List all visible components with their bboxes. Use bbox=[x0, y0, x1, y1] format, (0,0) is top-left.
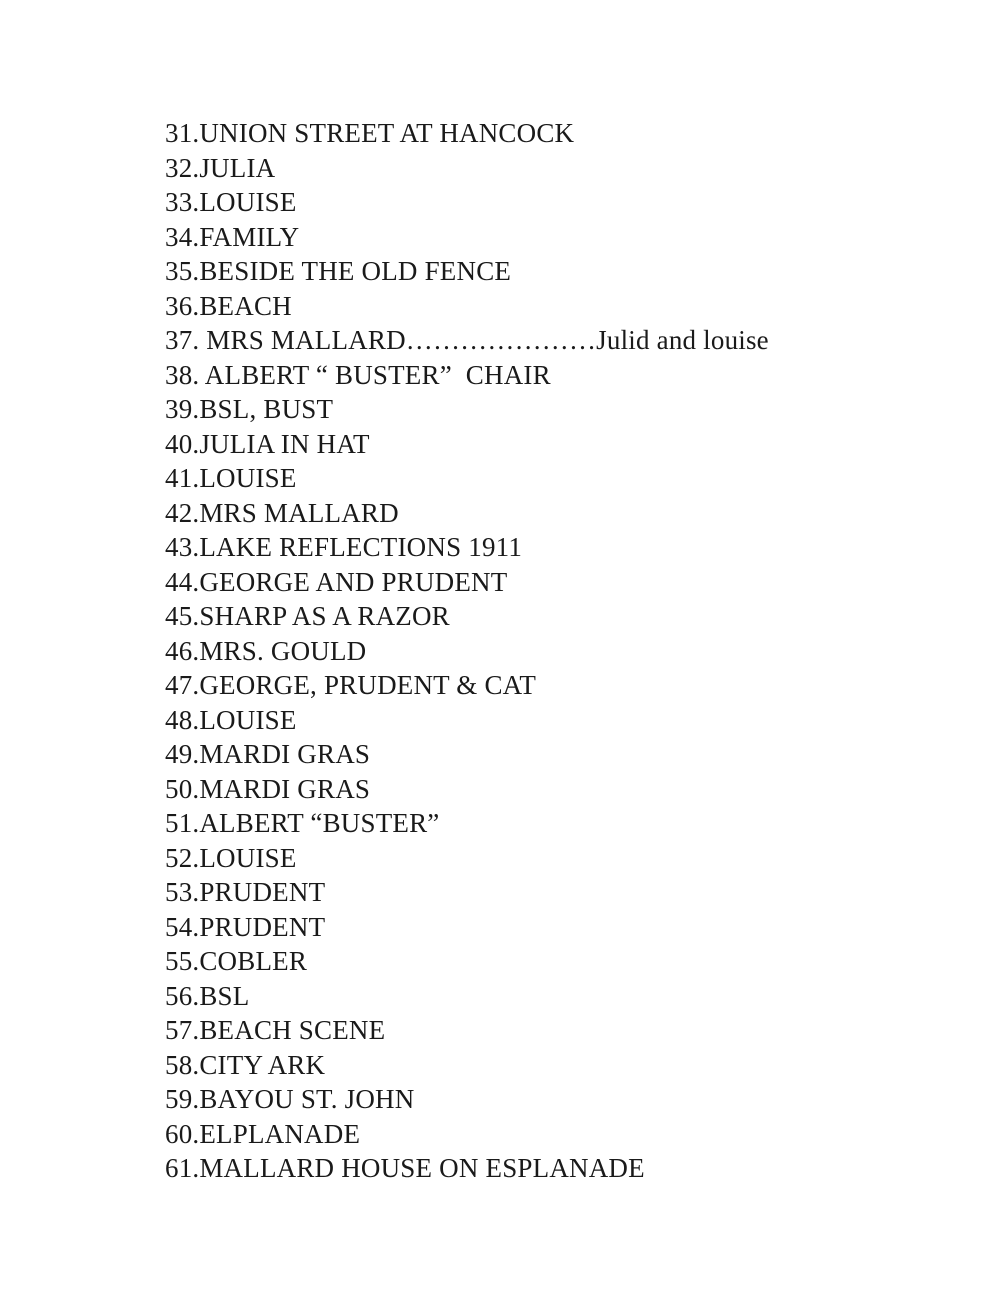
list-item bbox=[165, 875, 769, 910]
item-list bbox=[165, 116, 769, 1186]
list-item bbox=[165, 806, 769, 841]
list-item bbox=[165, 737, 769, 772]
list-item-text: 31.UNION STREET AT HANCOCK bbox=[165, 118, 575, 148]
list-item bbox=[165, 185, 769, 220]
list-item-text: 34.FAMILY bbox=[165, 221, 300, 252]
list-item bbox=[165, 565, 769, 600]
list-item bbox=[165, 599, 769, 634]
list-item-text: 52.LOUISE bbox=[165, 842, 297, 873]
list-item-text: 59.BAYOU ST. JOHN bbox=[165, 1084, 415, 1114]
list-item-text: 48.LOUISE bbox=[165, 704, 297, 735]
list-item bbox=[165, 979, 769, 1014]
list-item bbox=[165, 703, 769, 738]
list-item-text: 42.MRS MALLARD bbox=[165, 497, 399, 528]
list-item bbox=[165, 668, 769, 703]
list-item-text: 57.BEACH SCENE bbox=[165, 1015, 386, 1045]
list-item-note: …………………Julid and louise bbox=[405, 325, 769, 355]
list-item-text: 56.BSL bbox=[165, 980, 250, 1011]
list-item-text: 53.PRUDENT bbox=[165, 877, 326, 907]
list-item bbox=[165, 496, 769, 531]
list-item bbox=[165, 323, 769, 358]
list-item-text: 37. MRS MALLARD bbox=[165, 325, 406, 355]
list-item-text: 32.JULIA bbox=[165, 152, 276, 183]
list-item-text: 51.ALBERT “BUSTER” bbox=[165, 808, 440, 838]
list-item bbox=[165, 461, 769, 496]
list-item bbox=[165, 772, 769, 807]
list-item-text: 43.LAKE REFLECTIONS 1911 bbox=[165, 532, 523, 562]
list-item-text: 33.LOUISE bbox=[165, 187, 297, 217]
list-item bbox=[165, 358, 769, 393]
list-item bbox=[165, 910, 769, 945]
list-item-text: 49.MARDI GRAS bbox=[165, 739, 371, 769]
list-item-text: 41.LOUISE bbox=[165, 463, 297, 493]
list-item bbox=[165, 254, 769, 289]
list-item-text: 46.MRS. GOULD bbox=[165, 635, 367, 666]
list-item bbox=[165, 1048, 769, 1083]
list-item bbox=[165, 1117, 769, 1152]
list-item-text: 58.CITY ARK bbox=[165, 1049, 326, 1080]
list-item-text: 39.BSL, BUST bbox=[165, 394, 334, 424]
list-item bbox=[165, 116, 769, 151]
list-item bbox=[165, 427, 769, 462]
list-item bbox=[165, 1151, 769, 1186]
list-item bbox=[165, 944, 769, 979]
list-item-text: 61.MALLARD HOUSE ON ESPLANADE bbox=[165, 1153, 645, 1183]
list-item-text: 35.BESIDE THE OLD FENCE bbox=[165, 256, 512, 286]
list-item-text: 40.JULIA IN HAT bbox=[165, 428, 370, 459]
list-item-text: 45.SHARP AS A RAZOR bbox=[165, 601, 450, 631]
list-item bbox=[165, 530, 769, 565]
list-item-text: 47.GEORGE, PRUDENT & CAT bbox=[165, 670, 537, 700]
list-item-text: 54.PRUDENT bbox=[165, 911, 326, 942]
list-item-text: 44.GEORGE AND PRUDENT bbox=[165, 566, 508, 597]
list-item-text: 38. ALBERT “ BUSTER” CHAIR bbox=[165, 359, 551, 390]
list-item bbox=[165, 151, 769, 186]
list-item-text: 50.MARDI GRAS bbox=[165, 773, 371, 804]
list-item bbox=[165, 1013, 769, 1048]
list-item-text: 55.COBLER bbox=[165, 946, 308, 976]
list-item bbox=[165, 289, 769, 324]
list-item bbox=[165, 841, 769, 876]
list-item-text: 36.BEACH bbox=[165, 290, 292, 321]
list-item bbox=[165, 634, 769, 669]
list-item bbox=[165, 1082, 769, 1117]
list-item-text: 60.ELPLANADE bbox=[165, 1118, 361, 1149]
list-item bbox=[165, 392, 769, 427]
list-item bbox=[165, 220, 769, 255]
